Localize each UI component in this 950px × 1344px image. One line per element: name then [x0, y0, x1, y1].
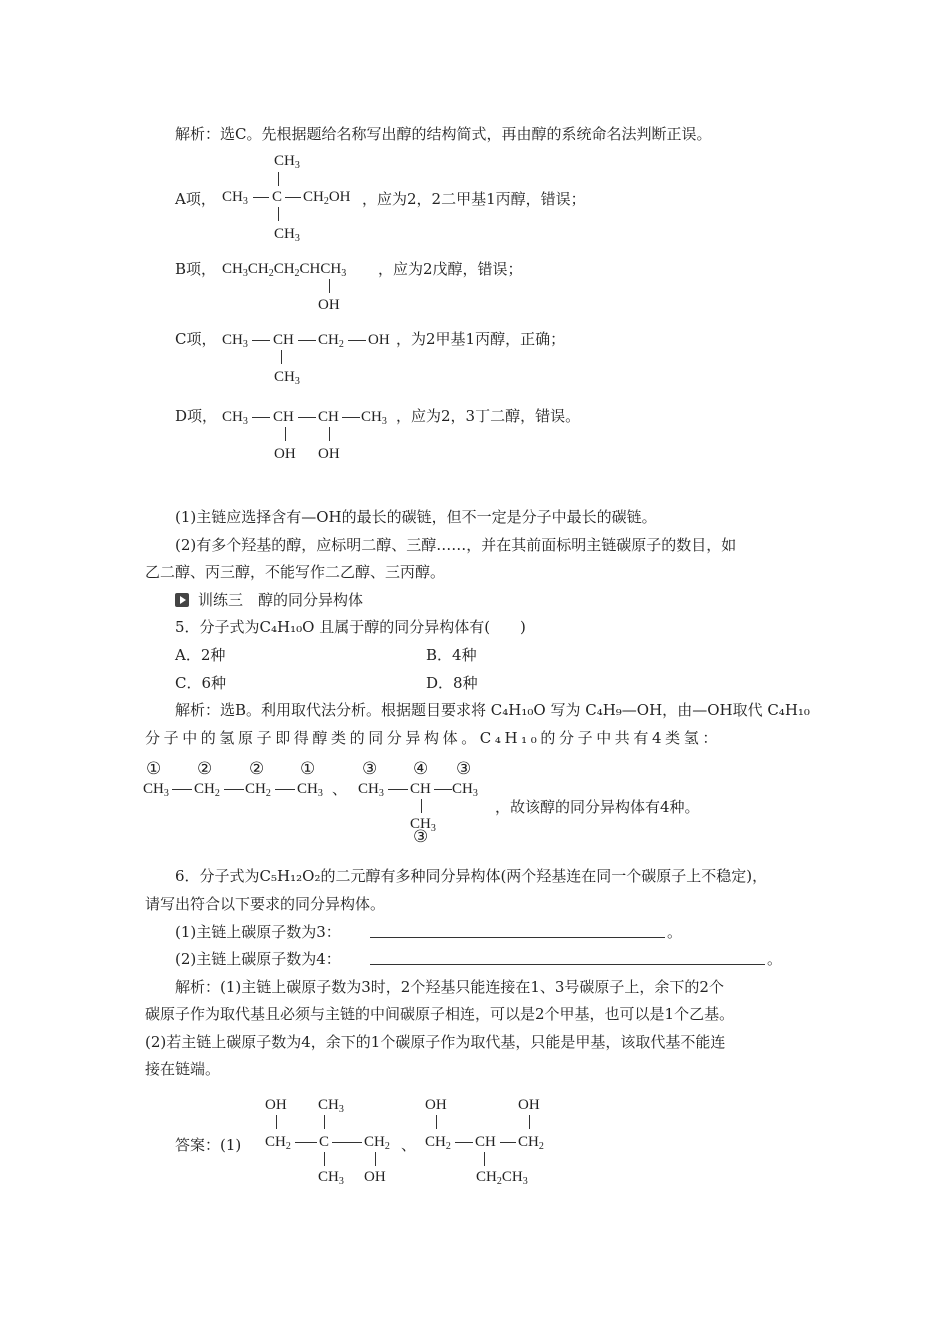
q6-stem-1: 6．分子式为C₅H₁₂O₂的二元醇有多种同分异构体(两个羟基连在同一个碳原子上不稳定)， [175, 867, 768, 885]
q5-choice-c: C．6种 [175, 674, 227, 692]
answer-separator: 、 [401, 1136, 417, 1154]
q5-separator: 、 [332, 780, 348, 798]
q6-analysis-4: 接在链端。 [145, 1060, 221, 1078]
q5-choice-d: D．8种 [426, 674, 478, 692]
option-c-label: C项， [175, 330, 217, 348]
option-b-label: B项， [175, 260, 217, 278]
q5-conclusion: ，故该醇的同分异构体有4种。 [495, 798, 700, 816]
option-a-label: A项， [175, 190, 216, 208]
q6-stem-2: 请写出符合以下要求的同分异构体。 [145, 895, 386, 913]
q5-choice-a: A．2种 [175, 646, 226, 664]
q5-stem: 5．分子式为C₄H₁₀O 且属于醇的同分异构体有( ) [175, 618, 526, 636]
q6-analysis-3: (2)若主链上碳原子数为4，余下的1个碳原子作为取代基，只能是甲基，该取代基不能连 [145, 1033, 726, 1051]
option-d-label: D项， [175, 407, 218, 425]
answer-label: 答案：(1) [175, 1136, 242, 1154]
note-2b: 乙二醇、丙三醇，不能写作二乙醇、三丙醇。 [145, 563, 446, 581]
q5-analysis-1: 解析：选B。利用取代法分析。根据题目要求将 C₄H₁₀O 写为 C₄H₉—OH，由—OH取代 C₄H₁₀ [175, 701, 810, 719]
q6-part-1: (1)主链上碳原子数为3： [175, 923, 341, 941]
option-d-comment: ，应为2，3丁二醇，错误。 [396, 407, 581, 425]
q5-choice-b: B．4种 [426, 646, 477, 664]
q6-analysis-2: 碳原子作为取代基且必须与主链的中间碳原子相连，可以是2个甲基，也可以是1个乙基。 [145, 1005, 735, 1023]
section-title: 训练三 醇的同分异构体 [198, 591, 364, 609]
q6-part-2: (2)主链上碳原子数为4： [175, 950, 341, 968]
q6-period-2: 。 [767, 950, 783, 968]
note-1: (1)主链应选择含有—OH的最长的碳链，但不一定是分子中最长的碳链。 [175, 508, 657, 526]
answer-blank-1[interactable] [370, 937, 665, 938]
q6-period-1: 。 [667, 923, 683, 941]
option-a-comment: ，应为2，2二甲基1丙醇，错误； [362, 190, 586, 208]
option-b-comment: ，应为2戊醇，错误； [378, 260, 523, 278]
answer-blank-2[interactable] [370, 964, 765, 965]
q6-analysis-1: 解析：(1)主链上碳原子数为3时，2个羟基只能连接在1、3号碳原子上，余下的2个 [175, 978, 724, 996]
option-c-comment: ，为2甲基1丙醇，正确； [396, 330, 566, 348]
play-icon [175, 593, 189, 607]
q5-analysis-2: 分子中的氢原子即得醇类的同分异构体。C₄H₁₀的分子中共有4类氢： [145, 729, 721, 747]
q4-analysis: 解析：选C。先根据题给名称写出醇的结构简式，再由醇的系统命名法判断正误。 [175, 125, 712, 143]
note-2a: (2)有多个羟基的醇，应标明二醇、三醇……，并在其前面标明主链碳原子的数目，如 [175, 536, 737, 554]
